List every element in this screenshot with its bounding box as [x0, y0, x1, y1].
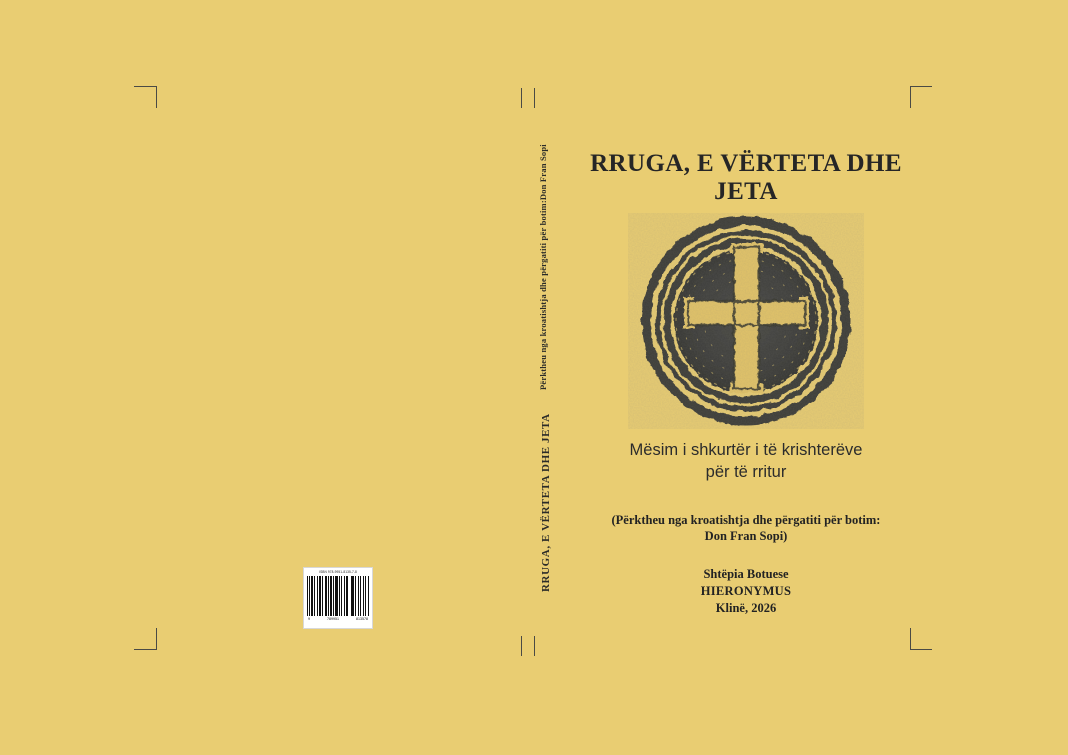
barcode-bars [307, 576, 369, 616]
cover-subtitle-line-1: Mësim i shkurtër i të krishterëve [629, 441, 863, 459]
front-cover [556, 150, 936, 617]
cover-subtitle-line-2: për të rritur [705, 463, 787, 482]
translator-credit [556, 512, 936, 545]
translator-credit-line-2: Don Fran Sopi) [704, 528, 788, 543]
publisher-label: Shtëpia Botuese [703, 567, 789, 582]
publisher-block [556, 566, 936, 617]
translator-credit-line-1: (Përktheu nga kroatishtja dhe përgatiti për botim: [611, 512, 881, 527]
isbn-barcode [303, 567, 373, 629]
publisher-imprint: HIERONYMUS [700, 583, 792, 598]
isbn-text: ISBN 978-9951-8135-7-8 [319, 570, 357, 574]
book-title: RRUGA, E VËRTETA DHE JETA [590, 150, 902, 205]
publisher-place-year: Klinë, 2026 [715, 600, 777, 615]
cover-subtitle [556, 439, 936, 484]
cross-seal-emblem-icon [628, 213, 864, 429]
spine-credit-text: Përktheu nga kroatishtja dhe përgatiti për botim:Don Fran Sopi [538, 144, 548, 390]
barcode-digit-left: 9 [308, 617, 310, 622]
spine-title-text: RRUGA, E VËRTETA DHE JETA [540, 413, 552, 592]
barcode-digit-mid: 789951 [327, 617, 339, 622]
barcode-digits [307, 616, 369, 621]
barcode-digit-right: 813578 [356, 617, 368, 622]
